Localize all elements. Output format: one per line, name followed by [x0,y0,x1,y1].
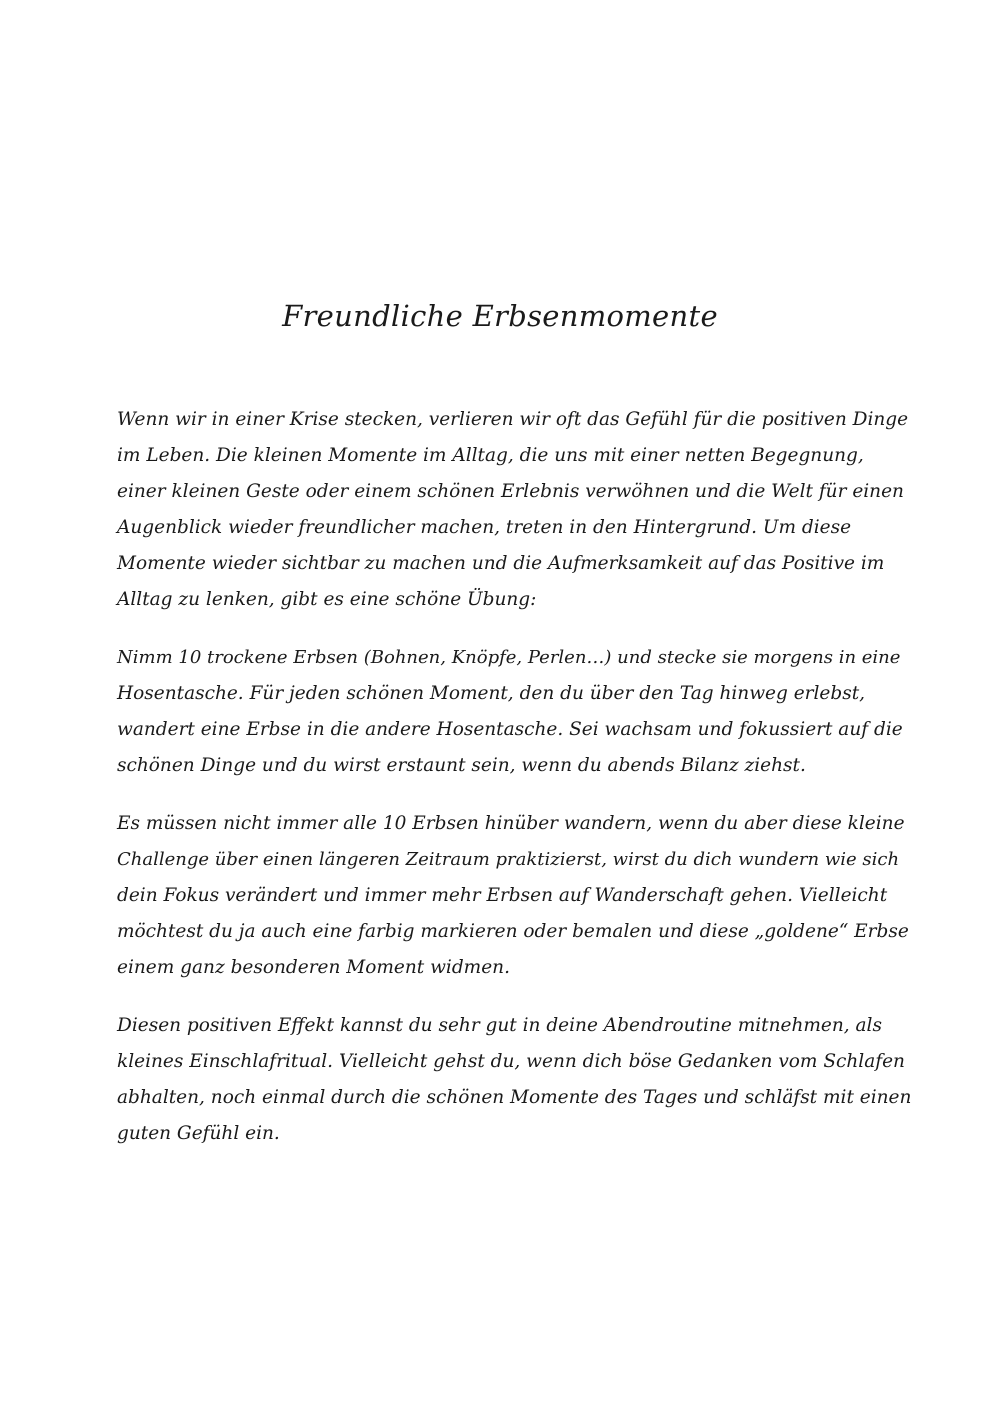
body-text [117,402,917,1174]
text-line: wandert eine Erbse in die andere Hosentasche. Sei wachsam und fokussiert auf die [117,719,903,740]
text-line: einer kleinen Geste oder einem schönen Erlebnis verwöhnen und die Welt für einen [117,481,904,502]
text-line: möchtest du ja auch eine farbig markieren oder bemalen und diese „goldene“ Erbse [117,921,909,942]
text-line: Es müssen nicht immer alle 10 Erbsen hinüber wandern, wenn du aber diese kleine [117,813,905,834]
text-line: Wenn wir in einer Krise stecken, verlieren wir oft das Gefühl für die positiven Dinge [117,409,909,430]
page-title: Freundliche Erbsenmomente [282,299,718,333]
text-line: abhalten, noch einmal durch die schönen Momente des Tages und schläfst mit einen [117,1087,912,1108]
paragraph-evening-ritual [117,1008,917,1152]
paragraph-intro [117,402,917,618]
paragraph-exercise [117,640,917,784]
text-line: einem ganz besonderen Moment widmen. [117,957,510,978]
text-line: Hosentasche. Für jeden schönen Moment, den du über den Tag hinweg erlebst, [117,683,866,704]
text-line: dein Fokus verändert und immer mehr Erbsen auf Wanderschaft gehen. Vielleicht [117,885,888,906]
text-line: kleines Einschlafritual. Vielleicht gehst du, wenn dich böse Gedanken vom Schlafen [117,1051,905,1072]
text-line: Nimm 10 trockene Erbsen (Bohnen, Knöpfe, Perlen…) und stecke sie morgens in eine [117,647,901,668]
text-line: schönen Dinge und du wirst erstaunt sein, wenn du abends Bilanz ziehst. [117,755,806,776]
text-line: Momente wieder sichtbar zu machen und die Aufmerksamkeit auf das Positive im [117,553,885,574]
text-line: Augenblick wieder freundlicher machen, treten in den Hintergrund. Um diese [117,517,852,538]
text-line: guten Gefühl ein. [117,1123,280,1144]
text-line: Challenge über einen längeren Zeitraum praktizierst, wirst du dich wundern wie sich [117,849,900,870]
paragraph-challenge [117,806,917,986]
text-line: Alltag zu lenken, gibt es eine schöne Übung: [117,589,537,610]
text-line: im Leben. Die kleinen Momente im Alltag, die uns mit einer netten Begegnung, [117,445,864,466]
text-line: Diesen positiven Effekt kannst du sehr gut in deine Abendroutine mitnehmen, als [117,1015,882,1036]
